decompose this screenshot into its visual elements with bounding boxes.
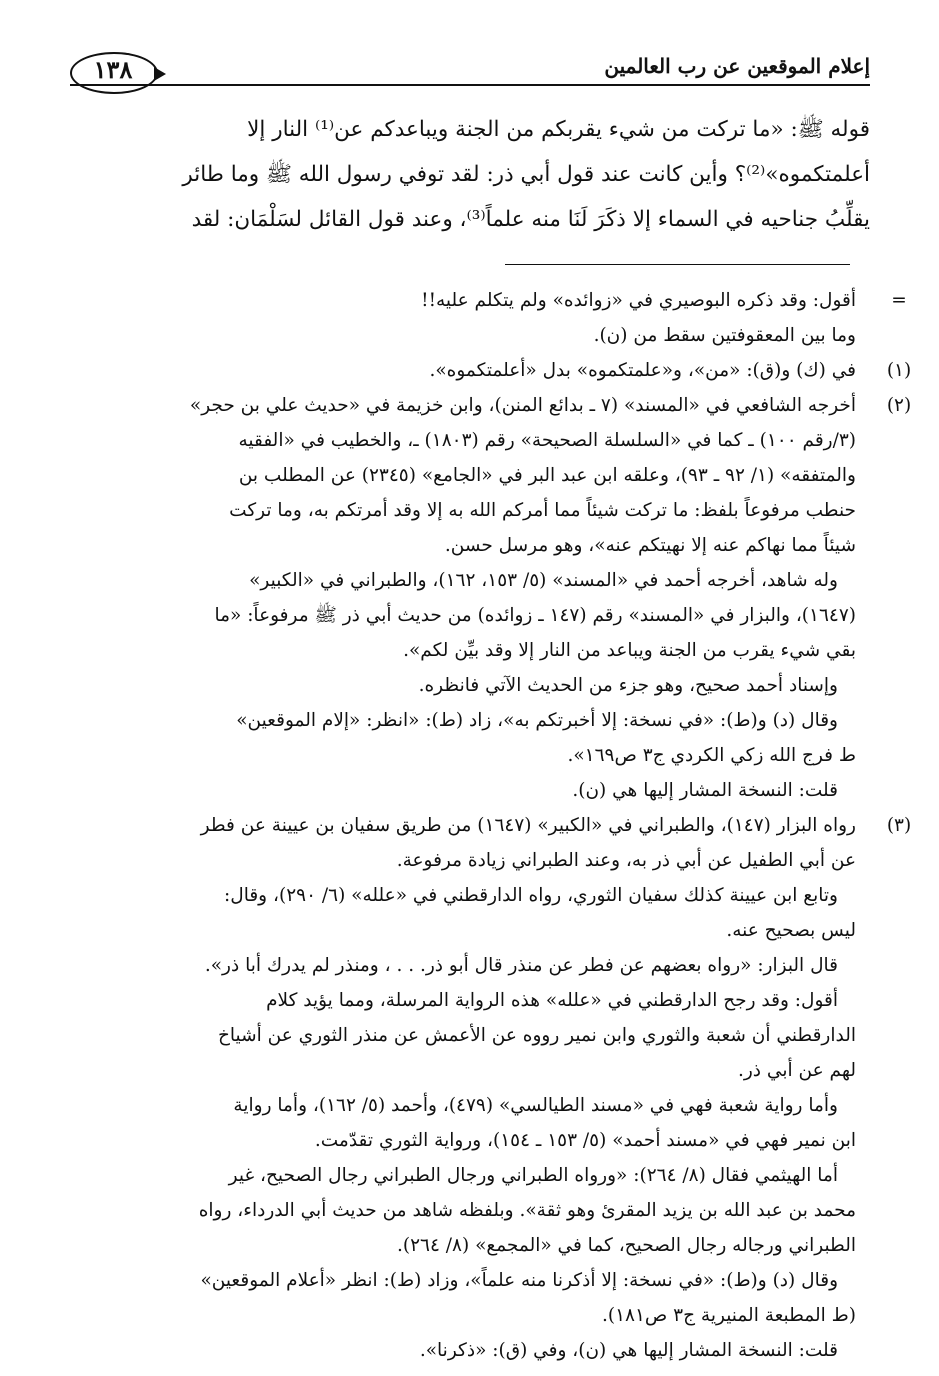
footnote-text: ليس بصحيح عنه.: [726, 920, 856, 941]
footnote-line: [78, 1088, 856, 1123]
footnote-text: قال البزار: «رواه بعضهم عن فطر عن منذر قال أبو ذر. . . ، ومنذر لم يدرك أبا ذر».: [204, 955, 838, 976]
footnote-line: [78, 1298, 856, 1333]
footnote-line: [78, 353, 912, 388]
footnote-line: [78, 1263, 856, 1298]
footnote-text: قلت: النسخة المشار إليها هي (ن).: [572, 780, 838, 801]
footnote-line: [78, 563, 856, 598]
main-text-line: قوله ﷺ: «ما تركت من شيء يقربكم من الجنة ويباعدكم عن⁽¹⁾ النار إلا: [247, 117, 870, 142]
footnotes: [78, 283, 912, 1368]
footnote-line: [78, 388, 912, 423]
footnote-line: [78, 633, 856, 668]
footnote-text: والمتفقه» (١/ ٩٢ ـ ٩٣)، وعلقه ابن عبد البر في «الجامع» (٢٣٤٥) عن المطلب بن: [238, 465, 856, 486]
main-text-line: أعلمتكموه»⁽²⁾؟ وأين كانت عند قول أبي ذر: لقد توفي رسول الله ﷺ وما طائر: [182, 162, 870, 187]
footnote-line: [78, 738, 856, 773]
footnote-text: أخرجه الشافعي في «المسند» (٧ ـ بدائع المنن)، وابن خزيمة في «حديث علي بن حجر»: [189, 395, 856, 416]
page-header: [70, 40, 870, 100]
footnote-text: وأما رواية شعبة فهي في «مسند الطيالسي» (٤٧٩)، وأحمد (٥/ ١٦٢)، وأما رواية: [233, 1095, 838, 1116]
footnote-text: ابن نمير فهي في «مسند أحمد» (٥/ ١٥٣ ـ ١٥٤)، ورواية الثوري تقدّمت.: [314, 1130, 856, 1151]
footnote-line: [78, 1123, 856, 1158]
footnote-separator: [505, 264, 850, 265]
footnote-line: [78, 458, 856, 493]
footnote-text: عن أبي الطفيل عن أبي ذر به، وعند الطبراني زيادة مرفوعة.: [396, 850, 856, 871]
footnote-text: وقال (د) و(ط): «في نسخة: إلا أخبرتكم به»، زاد (ط): «انظر: «إلام الموقعين»: [236, 710, 838, 731]
footnote-line: [78, 668, 856, 703]
footnote-text: (ط المطبعة المنيرية ج٣ ص١٨١).: [601, 1305, 856, 1326]
footnote-line: [78, 913, 856, 948]
footnote-marker: (١): [886, 360, 912, 381]
footnote-text: وقال (د) و(ط): «في نسخة: إلا أذكرنا منه علماً»، وزاد (ط): انظر «أعلام الموقعين»: [200, 1270, 838, 1291]
running-title: إعلام الموقعين عن رب العالمين: [604, 54, 870, 78]
footnote-text: ط فرج الله زكي الكردي ج٣ ص١٦٩».: [567, 745, 856, 766]
footnote-line: [78, 598, 856, 633]
header-rule: [70, 84, 870, 86]
footnote-text: الدارقطني أن شعبة والثوري وابن نمير رووه عن الأعمش عن منذر الثوري عن أشياخ: [217, 1025, 856, 1046]
footnote-text: وله شاهد، أخرجه أحمد في «المسند» (٥/ ١٥٣، ١٦٢)، والطبراني في «الكبير»: [249, 570, 838, 591]
footnote-text: في (ك) و(ق): «من»، و«علمتكموه» بدل «أعلمتكموه».: [429, 360, 856, 381]
footnote-text: (١٦٤٧)، والبزار في «المسند» رقم (١٤٧ ـ زوائده) من حديث أبي ذر ﷺ مرفوعاً: «ما: [214, 605, 856, 626]
footnote-line: [78, 703, 856, 738]
footnote-text: محمد بن عبد الله بن يزيد المقرئ وهو ثقة». وبلفظه شاهد من حديث أبي الدرداء، رواه: [198, 1200, 856, 1221]
footnote-text: أما الهيثمي فقال (٨/ ٢٦٤): «ورواه الطبراني ورجال الطبراني رجال الصحيح، غير: [228, 1165, 838, 1186]
page-number-badge: [70, 52, 190, 92]
main-text: [75, 107, 870, 242]
footnote-text: أقول: وقد ذكره البوصيري في «زوائده» ولم يتكلم عليه!!: [421, 290, 856, 311]
footnote-marker: (٢): [886, 395, 912, 416]
footnote-line: [78, 773, 856, 808]
footnote-line: [78, 948, 856, 983]
footnote-text: قلت: النسخة المشار إليها هي (ن)، وفي (ق): «ذكرنا».: [419, 1340, 838, 1361]
footnote-line: [78, 423, 856, 458]
footnote-line: [78, 1018, 856, 1053]
page-number: ١٣٨: [93, 55, 133, 84]
footnote-text: الطبراني ورجاله رجال الصحيح، كما في «المجمع» (٨/ ٢٦٤).: [396, 1235, 856, 1256]
footnote-line: [78, 983, 856, 1018]
footnote-text: رواه البزار (١٤٧)، والطبراني في «الكبير» (١٦٤٧) من طريق سفيان بن عيينة عن فطر: [200, 815, 856, 836]
footnote-line: [78, 1193, 856, 1228]
footnote-line: [78, 1158, 856, 1193]
footnote-text: (٣/رقم ١٠٠) ـ كما في «السلسلة الصحيحة» رقم (١٨٠٣) ـ، والخطيب في «الفقيه: [238, 430, 856, 451]
footnote-line: [78, 493, 856, 528]
footnote-text: أقول: وقد رجح الدارقطني في «علله» هذه الرواية المرسلة، ومما يؤيد كلام: [266, 990, 838, 1011]
footnote-text: لهم عن أبي ذر.: [737, 1060, 856, 1081]
footnote-line: [78, 843, 856, 878]
footnote-line: [78, 1228, 856, 1263]
footnote-text: وإسناد أحمد صحيح، وهو جزء من الحديث الآتي فانظره.: [418, 675, 838, 696]
footnote-text: وما بين المعقوفتين سقط من (ن).: [593, 325, 856, 346]
footnote-line: [78, 528, 856, 563]
footnote-line: [78, 318, 856, 353]
footnote-text: وتابع ابن عيينة كذلك سفيان الثوري، رواه الدارقطني في «علله» (٦/ ٢٩٠)، وقال:: [224, 885, 838, 906]
footnote-line: [78, 283, 907, 318]
main-text-line: يقلِّبُ جناحيه في السماء إلا ذكَرَ لَنَا منه علماً⁽³⁾، وعند قول القائل لسَلْمَان: لقد: [191, 207, 870, 232]
footnote-marker: (٣): [886, 815, 912, 836]
footnote-line: [78, 1333, 856, 1368]
footnote-text: حنطب مرفوعاً بلفظ: ما تركت شيئاً مما أمركم الله به إلا وقد أمرتكم به، وما تركت: [229, 500, 856, 521]
footnote-line: [78, 808, 912, 843]
footnote-text: بقي شيء يقرب من الجنة ويباعد من النار إلا وقد بيِّن لكم».: [403, 640, 856, 661]
footnote-line: [78, 878, 856, 913]
footnote-line: [78, 1053, 856, 1088]
footnote-text: شيئاً مما نهاكم عنه إلا نهيتكم عنه»، وهو مرسل حسن.: [444, 535, 856, 556]
footnote-marker: =: [891, 290, 907, 311]
